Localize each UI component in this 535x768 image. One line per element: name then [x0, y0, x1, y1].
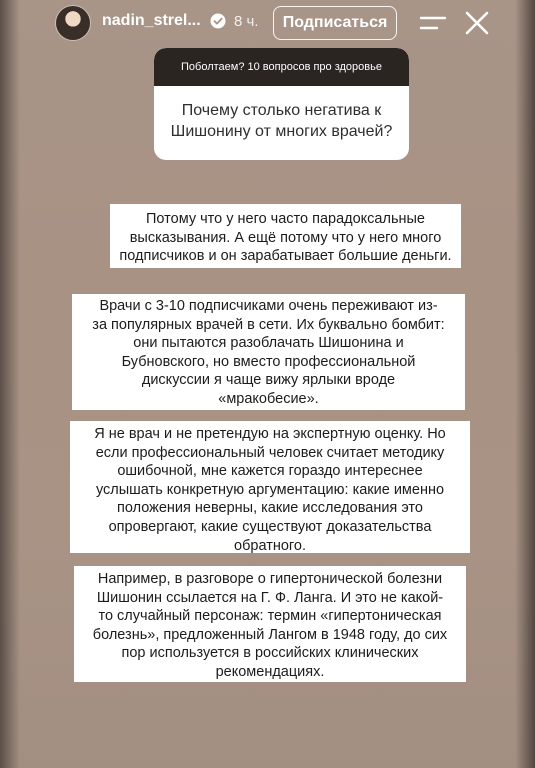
story-header: [0, 0, 535, 48]
menu-icon[interactable]: [419, 12, 447, 34]
answer-text-block-2: Врачи с 3-10 подписчиками очень переживают из- за популярных врачей в сети. Их буквально бомбит: они пытаются разоблачать Шишонина и Бубновского, но вместо профессиональной дискуссии я чаще вижу ярлыки вроде «мракобесие».: [72, 294, 465, 410]
username[interactable]: nadin_strel...: [102, 12, 201, 29]
follow-button[interactable]: Подписаться: [273, 6, 397, 40]
story-right-edge: [515, 0, 535, 768]
post-time: 8 ч.: [234, 13, 259, 30]
question-sticker-prompt: Поболтаем? 10 вопросов про здоровье: [154, 48, 409, 86]
avatar[interactable]: [56, 6, 90, 40]
answer-text-block-3: Я не врач и не претендую на экспертную оценку. Но если профессиональный человек считает методику ошибочной, мне кажется гораздо интереснее услышать конкретную аргументацию: какие именно положения неверны, какие исследования это опровергают, какие существуют доказательства обратного.: [70, 421, 470, 553]
answer-text-block-1: Потому что у него часто парадоксальные высказывания. А ещё потому что у него много подписчиков и он зарабатывает большие деньги.: [110, 204, 461, 268]
question-sticker: [154, 48, 409, 160]
verified-badge-icon: [210, 13, 226, 29]
answer-text-block-4: Например, в разговоре о гипертонической болезни Шишонин ссылается на Г. Ф. Ланга. И это не какой- то случайный персонаж: термин «гипертоническая болезнь», предложенный Лангом в 1948 году, до сих пор используется в российских клинических рекомендациях.: [74, 566, 466, 682]
close-icon[interactable]: [464, 10, 490, 36]
question-text: Почему столько негатива к Шишонину от многих врачей?: [170, 102, 393, 140]
story-left-edge: [0, 0, 20, 768]
